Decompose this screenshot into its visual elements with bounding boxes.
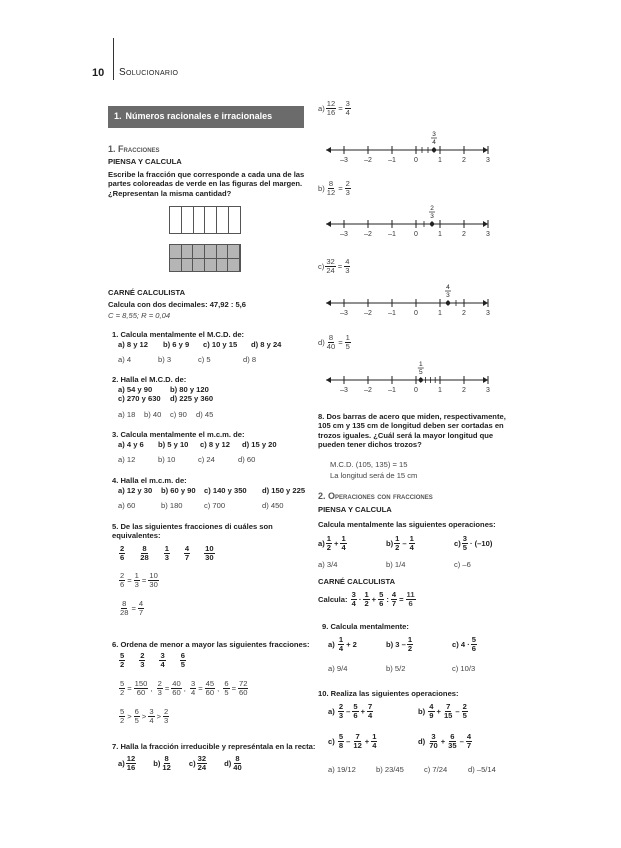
ex4-item-c: c) 140 y 350 xyxy=(204,486,247,495)
carne-answer: C = 8,55; R = 0,04 xyxy=(108,311,171,320)
ex3-title: 3. Calcula mentalmente el m.c.m. de: xyxy=(112,430,245,439)
ex5-frac-3: $\frac{1}{3}$ xyxy=(164,544,169,563)
ex2-item-a: a) 54 y 90 xyxy=(118,385,153,394)
banner-number: 1. xyxy=(114,111,122,122)
ex1-item-b: b) 6 y 9 xyxy=(163,340,190,349)
value-label-numerator: 3 xyxy=(432,131,436,138)
axis-tick-label: –2 xyxy=(364,387,372,394)
ex5-frac-5: $\frac{10}{30}$ xyxy=(205,544,214,563)
axis-tick-label: 3 xyxy=(486,310,490,317)
axis-tick-label: 3 xyxy=(486,387,490,394)
axis-tick-label: –2 xyxy=(364,231,372,238)
arrow-left xyxy=(326,377,331,383)
sec2-ops: a) $\frac{1}{2}$ + $\frac{1}{4}$ b) $\frac{1}{2}$ – $\frac{1}{4}$ c) $\frac{3}{5}$ · (–10) xyxy=(318,534,493,553)
axis-tick-label: 2 xyxy=(462,157,466,164)
axis-tick-label: –1 xyxy=(388,310,396,317)
value-label-denominator: 3 xyxy=(430,213,434,220)
ex3-item-d: d) 15 y 20 xyxy=(242,440,277,449)
ex4-item-b: b) 60 y 90 xyxy=(161,486,196,495)
ex5-fracs xyxy=(118,545,216,563)
axis-tick-label: 1 xyxy=(438,231,442,238)
ex2-items xyxy=(118,385,268,404)
line-a-label: a) $\frac{12}{16}$ = $\frac{3}{4}$ xyxy=(318,99,350,118)
section-1-prompt: Escribe la fracción que corresponde a cada una de las partes coloreadas de verde en las figuras del margen. ¿Representan la misma cantidad? xyxy=(108,170,305,198)
section-2-prompt: Calcula mentalmente las siguientes operaciones: xyxy=(318,520,496,529)
ex1-item-d: d) 8 y 24 xyxy=(251,340,282,349)
line-b-label: b) $\frac{8}{12}$ = $\frac{2}{3}$ xyxy=(318,179,350,198)
ex9-answers: a) 9/4 b) 5/2 c) 10/3 xyxy=(328,664,476,673)
ex5-frac-1: $\frac{2}{6}$ xyxy=(120,544,125,563)
ex4-ans-d: d) 450 xyxy=(262,501,284,510)
value-label-numerator: 1 xyxy=(418,361,423,368)
axis-tick-label: 0 xyxy=(414,387,418,394)
number-line-b xyxy=(322,204,492,238)
ex1-ans-c: c) 5 xyxy=(198,355,211,364)
ex4-title: 4. Halla el m.c.m. de: xyxy=(112,476,187,485)
value-point xyxy=(430,222,434,226)
ex8-answer-2: La longitud será de 15 cm xyxy=(330,471,418,480)
arrow-left xyxy=(326,147,331,153)
axis-tick-label: –3 xyxy=(340,310,348,317)
arrow-right xyxy=(483,377,488,383)
piensa-label-2: PIENSA Y CALCULA xyxy=(318,505,392,514)
carne-title: CARNÉ CALCULISTA xyxy=(108,288,186,297)
axis-tick-label: –1 xyxy=(388,157,396,164)
section-1-heading xyxy=(108,144,160,155)
ex5-answer-1: $\frac{2}{6}$ = $\frac{1}{3}$ = $\frac{10}{30}$ xyxy=(120,571,158,590)
ex3-items xyxy=(118,440,277,449)
value-point xyxy=(432,148,436,152)
ex3-item-b: b) 5 y 10 xyxy=(158,440,189,449)
axis-tick-label: 3 xyxy=(486,231,490,238)
ex4-ans-b: b) 180 xyxy=(161,501,183,510)
ex4-ans-a: a) 60 xyxy=(118,501,136,510)
ex2-ans-c: c) 90 xyxy=(170,410,187,419)
number-line-c xyxy=(322,283,492,317)
ex9-ops: a) $\frac{1}{4}$ + 2 b) 3 – $\frac{1}{2}$ c) 4 · $\frac{5}{6}$ xyxy=(328,635,476,654)
ex1-ans-b: b) 3 xyxy=(158,355,172,364)
ex5-frac-4: $\frac{4}{7}$ xyxy=(184,544,190,563)
chapter-banner xyxy=(108,106,304,128)
ex3-item-a: a) 4 y 6 xyxy=(118,440,144,449)
section-1-title: Fracciones xyxy=(118,144,160,154)
ex4-answers xyxy=(118,501,284,510)
ex2-item-c: c) 270 y 630 xyxy=(118,394,161,404)
arrow-left xyxy=(326,300,331,306)
ex3-ans-a: a) 12 xyxy=(118,455,136,464)
ex1-ans-a: a) 4 xyxy=(118,355,132,364)
ex3-ans-b: b) 10 xyxy=(158,455,176,464)
ex10-answers: a) 19/12 b) 23/45 c) 7/24 d) –5/14 xyxy=(328,765,496,774)
ex4-items xyxy=(118,486,305,495)
section-2-number: 2. xyxy=(318,491,326,501)
ex2-item-b: b) 80 y 120 xyxy=(170,385,209,394)
ex10-ops-2: c) $\frac{5}{8}$ – $\frac{7}{12}$ + $\frac{1}{4}$ d) $\frac{3}{70}$ + $\frac{6}{35}$ – $\frac{4}{7}$ xyxy=(328,732,472,751)
axis-tick-label: 0 xyxy=(414,231,418,238)
arrow-right xyxy=(483,300,488,306)
ex7-items: a) $\frac{12}{16}$ b) $\frac{8}{12}$ c) $\frac{32}{24}$ d) $\frac{8}{40}$ xyxy=(118,754,242,773)
axis-tick-label: –2 xyxy=(364,157,372,164)
axis-tick-label: –3 xyxy=(340,157,348,164)
ex3-answers xyxy=(118,455,255,464)
value-label-numerator: 4 xyxy=(446,284,450,291)
axis-tick-label: –3 xyxy=(340,387,348,394)
ex6-fracs: $\frac{5}{2}$ $\frac{2}{3}$ $\frac{3}{4}$ $\frac{6}{5}$ xyxy=(120,651,185,670)
fraction-figure-top xyxy=(169,206,241,234)
banner-title: Números racionales e irracionales xyxy=(125,111,273,122)
ex2-item-d: d) 225 y 360 xyxy=(170,394,214,404)
ex4-item-d: d) 150 y 225 xyxy=(262,486,306,495)
ex9-title: 9. Calcula mentalmente: xyxy=(322,622,409,631)
ex2-ans-a: a) 18 xyxy=(118,410,136,419)
value-point xyxy=(446,301,450,305)
line-d-label: d) $\frac{8}{40}$ = $\frac{1}{5}$ xyxy=(318,333,350,352)
page-number: 10 xyxy=(92,67,105,79)
value-label-denominator: 4 xyxy=(432,139,436,146)
ex6-title: 6. Ordena de menor a mayor las siguientes fracciones: xyxy=(112,640,310,649)
ex1-item-c: c) 10 y 15 xyxy=(203,340,238,349)
value-label-denominator: 3 xyxy=(446,292,450,299)
axis-tick-label: 1 xyxy=(438,310,442,317)
ex5-answer-2: $\frac{8}{28}$ = $\frac{4}{7}$ xyxy=(120,599,144,618)
ex5-frac-2: $\frac{8}{28}$ xyxy=(140,544,149,563)
number-line-svg xyxy=(322,204,492,238)
value-label-numerator: 2 xyxy=(430,205,434,212)
ex3-item-c: c) 8 y 12 xyxy=(200,440,230,449)
ex2-ans-d: d) 45 xyxy=(196,410,214,419)
header-divider xyxy=(113,38,114,80)
fraction-figure-bottom xyxy=(169,244,241,272)
ex5-title: 5. De las siguientes fracciones di cuáles son equivalentes: xyxy=(112,522,273,541)
axis-tick-label: –1 xyxy=(388,387,396,394)
axis-tick-label: 0 xyxy=(414,310,418,317)
ex1-items xyxy=(118,340,308,349)
ex2-ans-b: b) 40 xyxy=(144,410,162,419)
ex3-ans-d: d) 60 xyxy=(238,455,256,464)
sec2-answers: a) 3/4 b) 1/4 c) –6 xyxy=(318,560,471,569)
ex4-item-a: a) 12 y 30 xyxy=(118,486,153,495)
ex1-title: 1. Calcula mentalmente el M.C.D. de: xyxy=(112,330,245,339)
carne2-title: CARNÉ CALCULISTA xyxy=(318,577,396,586)
value-label-denominator: 5 xyxy=(418,369,423,376)
ex3-ans-c: c) 24 xyxy=(198,455,215,464)
carne-prompt: Calcula con dos decimales: 47,92 : 5,6 xyxy=(108,300,247,309)
ex4-ans-c: c) 700 xyxy=(204,501,226,510)
number-line-svg xyxy=(322,130,492,164)
section-1-number: 1. xyxy=(108,144,116,154)
axis-tick-label: 3 xyxy=(486,157,490,164)
ex1-ans-d: d) 8 xyxy=(243,355,257,364)
axis-tick-label: –3 xyxy=(340,231,348,238)
axis-tick-label: 1 xyxy=(438,157,442,164)
ex2-answers xyxy=(118,410,213,419)
ex1-answers xyxy=(118,355,256,364)
ex6-conversion: $\frac{5}{2}$ = $\frac{150}{60}$ , $\frac{2}{3}$ = $\frac{40}{60}$ , $\frac{3}{4}$ = $\frac{45}{60}$ , $\frac{6}{5}$ = $\frac{72}{60}$ xyxy=(120,679,248,698)
axis-tick-label: 0 xyxy=(414,157,418,164)
ex7-title: 7. Halla la fracción irreducible y represéntala en la recta: xyxy=(112,742,316,751)
section-2-heading xyxy=(318,491,433,502)
axis-tick-label: –2 xyxy=(364,310,372,317)
number-line-svg xyxy=(322,360,492,394)
ex8-title: 8. Dos barras de acero que miden, respectivamente, 105 cm y 135 cm de longitud deben ser cortadas en trozos iguales. ¿Cuál será la mayor longitud que pueden tener dichos trozos? xyxy=(318,412,506,450)
ex2-title: 2. Halla el M.C.D. de: xyxy=(112,375,187,384)
piensa-label-1: PIENSA Y CALCULA xyxy=(108,157,182,166)
section-2-title: Operaciones con fracciones xyxy=(328,491,433,501)
ex10-title: 10. Realiza las siguientes operaciones: xyxy=(318,689,459,698)
axis-tick-label: –1 xyxy=(388,231,396,238)
ex1-item-a: a) 8 y 12 xyxy=(118,340,148,349)
axis-tick-label: 2 xyxy=(462,387,466,394)
number-line-a xyxy=(322,130,492,164)
line-c-label: c) $\frac{32}{24}$ = $\frac{4}{3}$ xyxy=(318,257,350,276)
ex6-order: $\frac{5}{2}$ > $\frac{6}{5}$ > $\frac{3}{4}$ > $\frac{2}{3}$ xyxy=(120,707,169,726)
arrow-right xyxy=(483,147,488,153)
axis-tick-label: 2 xyxy=(462,231,466,238)
ex8-answer-1: M.C.D. (105, 135) = 15 xyxy=(330,460,408,469)
value-point xyxy=(419,378,423,382)
ex10-ops: a) $\frac{2}{3}$ – $\frac{5}{6}$ + $\frac{7}{4}$ b) $\frac{4}{9}$ + $\frac{7}{15}$ – $\frac{2}{5}$ xyxy=(328,702,467,721)
header-title: Solucionario xyxy=(119,67,179,78)
arrow-right xyxy=(483,221,488,227)
axis-tick-label: 2 xyxy=(462,310,466,317)
number-line-d xyxy=(322,360,492,394)
arrow-left xyxy=(326,221,331,227)
axis-tick-label: 1 xyxy=(438,387,442,394)
carne2-op: Calcula: $\frac{3}{4}$ · $\frac{1}{2}$ + $\frac{5}{6}$ : $\frac{4}{7}$ = $\frac{11}{6}$ xyxy=(318,590,415,609)
number-line-svg xyxy=(322,283,492,317)
